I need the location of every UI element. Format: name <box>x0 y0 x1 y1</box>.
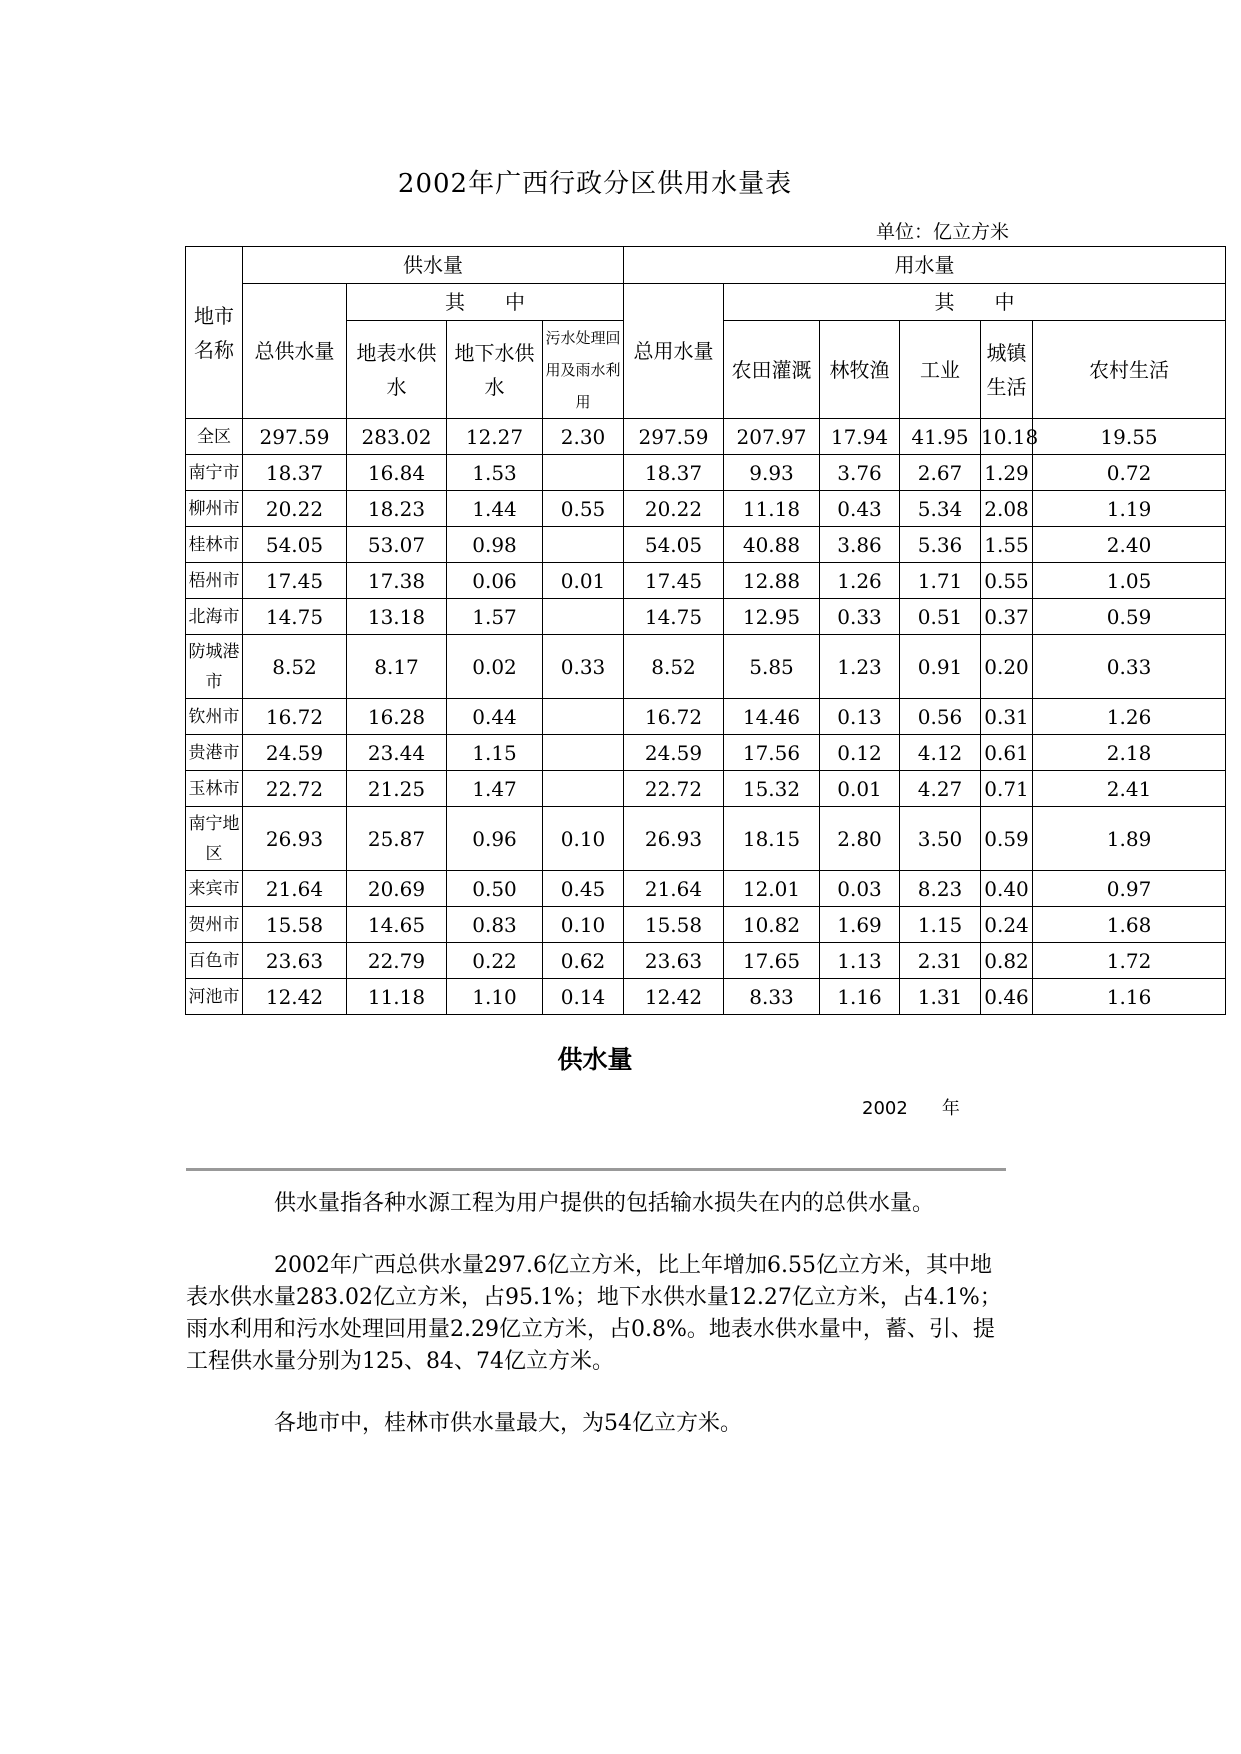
reuse-cell: 0.01 <box>543 563 624 599</box>
water-table <box>185 246 1226 1015</box>
farm-cell: 12.01 <box>724 871 820 907</box>
reuse-cell: 0.62 <box>543 943 624 979</box>
forest-cell: 1.23 <box>820 635 900 699</box>
farm-cell: 12.88 <box>724 563 820 599</box>
ground-cell: 1.10 <box>447 979 543 1015</box>
reuse-cell: 0.55 <box>543 491 624 527</box>
surface-cell: 14.65 <box>347 907 447 943</box>
industry-cell: 41.95 <box>900 419 981 455</box>
table-row <box>186 635 1226 699</box>
forest-cell: 0.13 <box>820 699 900 735</box>
total-use-cell: 24.59 <box>624 735 724 771</box>
total-supply-cell: 15.58 <box>243 907 347 943</box>
paragraph-definition: 供水量指各种水源工程为用户提供的包括输水损失在内的总供水量。 <box>274 1191 935 1216</box>
total-supply-cell: 54.05 <box>243 527 347 563</box>
surface-cell: 283.02 <box>347 419 447 455</box>
ground-cell: 0.44 <box>447 699 543 735</box>
header-region: 地市名称 <box>186 247 243 419</box>
farm-cell: 207.97 <box>724 419 820 455</box>
total-supply-cell: 297.59 <box>243 419 347 455</box>
ground-cell: 0.50 <box>447 871 543 907</box>
surface-cell: 11.18 <box>347 979 447 1015</box>
header-forest: 林牧渔 <box>820 321 900 419</box>
region-cell: 贺州市 <box>186 907 243 943</box>
total-use-cell: 8.52 <box>624 635 724 699</box>
header-urban: 城镇生活 <box>981 321 1033 419</box>
forest-cell: 2.80 <box>820 807 900 871</box>
unit-label: 单位：亿立方米 <box>876 221 1010 243</box>
total-supply-cell: 8.52 <box>243 635 347 699</box>
region-cell: 钦州市 <box>186 699 243 735</box>
total-supply-cell: 17.45 <box>243 563 347 599</box>
ground-cell: 1.47 <box>447 771 543 807</box>
total-use-cell: 17.45 <box>624 563 724 599</box>
region-cell: 玉林市 <box>186 771 243 807</box>
forest-cell: 1.13 <box>820 943 900 979</box>
table-row <box>186 979 1226 1015</box>
surface-cell: 20.69 <box>347 871 447 907</box>
paragraph-summary: 2002年广西总供水量297.6亿立方米，比上年增加6.55亿立方米，其中地表水供水量283.02亿立方米，占95.1%；地下水供水量12.27亿立方米，占4.1%；雨水利用和污水处理回用量2.29亿立方米，占0.8%。地表水供水量中，蓄、引、提工程供水量分别为125、84、74亿立方米。 <box>186 1253 1002 1374</box>
forest-cell: 0.01 <box>820 771 900 807</box>
ground-cell: 1.44 <box>447 491 543 527</box>
ground-cell: 0.06 <box>447 563 543 599</box>
total-supply-cell: 23.63 <box>243 943 347 979</box>
total-use-cell: 22.72 <box>624 771 724 807</box>
header-rural: 农村生活 <box>1033 321 1226 419</box>
surface-cell: 23.44 <box>347 735 447 771</box>
header-use-group: 用水量 <box>624 247 1226 284</box>
farm-cell: 14.46 <box>724 699 820 735</box>
ground-cell: 0.02 <box>447 635 543 699</box>
section-year-suffix: 年 <box>941 1098 960 1119</box>
rural-cell: 1.72 <box>1033 943 1226 979</box>
reuse-cell: 2.30 <box>543 419 624 455</box>
total-use-cell: 18.37 <box>624 455 724 491</box>
surface-cell: 18.23 <box>347 491 447 527</box>
rural-cell: 1.05 <box>1033 563 1226 599</box>
farm-cell: 8.33 <box>724 979 820 1015</box>
region-cell: 柳州市 <box>186 491 243 527</box>
urban-cell: 0.40 <box>981 871 1033 907</box>
forest-cell: 0.03 <box>820 871 900 907</box>
urban-cell: 0.55 <box>981 563 1033 599</box>
reuse-cell: 0.10 <box>543 907 624 943</box>
industry-cell: 5.34 <box>900 491 981 527</box>
region-cell: 南宁地区 <box>186 807 243 871</box>
urban-cell: 0.31 <box>981 699 1033 735</box>
industry-cell: 8.23 <box>900 871 981 907</box>
farm-cell: 11.18 <box>724 491 820 527</box>
total-use-cell: 54.05 <box>624 527 724 563</box>
forest-cell: 0.43 <box>820 491 900 527</box>
reuse-cell: 0.14 <box>543 979 624 1015</box>
surface-cell: 22.79 <box>347 943 447 979</box>
total-supply-cell: 18.37 <box>243 455 347 491</box>
farm-cell: 9.93 <box>724 455 820 491</box>
surface-cell: 16.84 <box>347 455 447 491</box>
horizontal-rule <box>186 1168 1006 1171</box>
header-supply-group: 供水量 <box>243 247 624 284</box>
region-cell: 全区 <box>186 419 243 455</box>
rural-cell: 0.59 <box>1033 599 1226 635</box>
rural-cell: 1.16 <box>1033 979 1226 1015</box>
reuse-cell: 0.10 <box>543 807 624 871</box>
table-row <box>186 599 1226 635</box>
rural-cell: 1.68 <box>1033 907 1226 943</box>
surface-cell: 8.17 <box>347 635 447 699</box>
table-row <box>186 735 1226 771</box>
rural-cell: 2.18 <box>1033 735 1226 771</box>
rural-cell: 2.40 <box>1033 527 1226 563</box>
urban-cell: 0.37 <box>981 599 1033 635</box>
forest-cell: 3.86 <box>820 527 900 563</box>
surface-cell: 17.38 <box>347 563 447 599</box>
industry-cell: 0.91 <box>900 635 981 699</box>
urban-cell: 0.20 <box>981 635 1033 699</box>
farm-cell: 10.82 <box>724 907 820 943</box>
rural-cell: 0.97 <box>1033 871 1226 907</box>
forest-cell: 1.26 <box>820 563 900 599</box>
forest-cell: 0.33 <box>820 599 900 635</box>
ground-cell: 1.15 <box>447 735 543 771</box>
industry-cell: 0.56 <box>900 699 981 735</box>
forest-cell: 1.16 <box>820 979 900 1015</box>
industry-cell: 1.71 <box>900 563 981 599</box>
region-cell: 百色市 <box>186 943 243 979</box>
reuse-cell <box>543 735 624 771</box>
total-use-cell: 12.42 <box>624 979 724 1015</box>
table-row <box>186 563 1226 599</box>
ground-cell: 0.83 <box>447 907 543 943</box>
total-supply-cell: 21.64 <box>243 871 347 907</box>
table-row <box>186 807 1226 871</box>
forest-cell: 17.94 <box>820 419 900 455</box>
total-use-cell: 20.22 <box>624 491 724 527</box>
total-use-cell: 15.58 <box>624 907 724 943</box>
surface-cell: 21.25 <box>347 771 447 807</box>
region-cell: 贵港市 <box>186 735 243 771</box>
header-ground: 地下水供水 <box>447 321 543 419</box>
table-row <box>186 871 1226 907</box>
table-row <box>186 419 1226 455</box>
farm-cell: 5.85 <box>724 635 820 699</box>
region-cell: 河池市 <box>186 979 243 1015</box>
industry-cell: 1.15 <box>900 907 981 943</box>
urban-cell: 1.29 <box>981 455 1033 491</box>
urban-cell: 0.24 <box>981 907 1033 943</box>
total-use-cell: 16.72 <box>624 699 724 735</box>
total-use-cell: 14.75 <box>624 599 724 635</box>
farm-cell: 17.65 <box>724 943 820 979</box>
total-supply-cell: 12.42 <box>243 979 347 1015</box>
rural-cell: 1.26 <box>1033 699 1226 735</box>
total-supply-cell: 24.59 <box>243 735 347 771</box>
table-row <box>186 491 1226 527</box>
industry-cell: 4.27 <box>900 771 981 807</box>
urban-cell: 0.61 <box>981 735 1033 771</box>
rural-cell: 1.89 <box>1033 807 1226 871</box>
industry-cell: 1.31 <box>900 979 981 1015</box>
region-cell: 梧州市 <box>186 563 243 599</box>
table-row <box>186 527 1226 563</box>
header-reuse: 污水处理回用及雨水利用 <box>543 321 624 419</box>
reuse-cell: 0.33 <box>543 635 624 699</box>
header-total-supply: 总供水量 <box>243 284 347 419</box>
rural-cell: 19.55 <box>1033 419 1226 455</box>
section-title: 供水量 <box>557 1045 633 1074</box>
urban-cell: 0.46 <box>981 979 1033 1015</box>
total-supply-cell: 14.75 <box>243 599 347 635</box>
ground-cell: 12.27 <box>447 419 543 455</box>
urban-cell: 10.18 <box>981 419 1033 455</box>
header-surface: 地表水供水 <box>347 321 447 419</box>
total-supply-cell: 22.72 <box>243 771 347 807</box>
region-cell: 来宾市 <box>186 871 243 907</box>
farm-cell: 40.88 <box>724 527 820 563</box>
ground-cell: 1.57 <box>447 599 543 635</box>
urban-cell: 2.08 <box>981 491 1033 527</box>
forest-cell: 1.69 <box>820 907 900 943</box>
region-cell: 南宁市 <box>186 455 243 491</box>
industry-cell: 3.50 <box>900 807 981 871</box>
section-year-value: 2002 <box>862 1098 908 1119</box>
total-use-cell: 21.64 <box>624 871 724 907</box>
forest-cell: 3.76 <box>820 455 900 491</box>
rural-cell: 0.72 <box>1033 455 1226 491</box>
total-use-cell: 26.93 <box>624 807 724 871</box>
table-row <box>186 455 1226 491</box>
reuse-cell <box>543 599 624 635</box>
total-supply-cell: 16.72 <box>243 699 347 735</box>
header-use-of-which: 其 中 <box>724 284 1226 321</box>
urban-cell: 0.71 <box>981 771 1033 807</box>
reuse-cell: 0.45 <box>543 871 624 907</box>
region-cell: 防城港市 <box>186 635 243 699</box>
ground-cell: 0.96 <box>447 807 543 871</box>
reuse-cell <box>543 527 624 563</box>
industry-cell: 0.51 <box>900 599 981 635</box>
urban-cell: 1.55 <box>981 527 1033 563</box>
forest-cell: 0.12 <box>820 735 900 771</box>
surface-cell: 53.07 <box>347 527 447 563</box>
industry-cell: 2.67 <box>900 455 981 491</box>
total-supply-cell: 26.93 <box>243 807 347 871</box>
surface-cell: 13.18 <box>347 599 447 635</box>
surface-cell: 16.28 <box>347 699 447 735</box>
section-year <box>862 1094 960 1120</box>
industry-cell: 2.31 <box>900 943 981 979</box>
rural-cell: 1.19 <box>1033 491 1226 527</box>
surface-cell: 25.87 <box>347 807 447 871</box>
reuse-cell <box>543 455 624 491</box>
header-supply-of-which: 其 中 <box>347 284 624 321</box>
farm-cell: 18.15 <box>724 807 820 871</box>
paragraph-largest: 各地市中，桂林市供水量最大，为54亿立方米。 <box>274 1411 742 1436</box>
page-title: 2002年广西行政分区供用水量表 <box>397 169 793 199</box>
industry-cell: 5.36 <box>900 527 981 563</box>
table-row <box>186 771 1226 807</box>
farm-cell: 17.56 <box>724 735 820 771</box>
rural-cell: 2.41 <box>1033 771 1226 807</box>
table-row <box>186 943 1226 979</box>
header-industry: 工业 <box>900 321 981 419</box>
total-use-cell: 23.63 <box>624 943 724 979</box>
region-cell: 桂林市 <box>186 527 243 563</box>
total-use-cell: 297.59 <box>624 419 724 455</box>
header-farm: 农田灌溉 <box>724 321 820 419</box>
urban-cell: 0.82 <box>981 943 1033 979</box>
ground-cell: 0.22 <box>447 943 543 979</box>
ground-cell: 1.53 <box>447 455 543 491</box>
reuse-cell <box>543 699 624 735</box>
industry-cell: 4.12 <box>900 735 981 771</box>
table-row <box>186 907 1226 943</box>
urban-cell: 0.59 <box>981 807 1033 871</box>
farm-cell: 15.32 <box>724 771 820 807</box>
total-supply-cell: 20.22 <box>243 491 347 527</box>
region-cell: 北海市 <box>186 599 243 635</box>
ground-cell: 0.98 <box>447 527 543 563</box>
header-total-use: 总用水量 <box>624 284 724 419</box>
table-row <box>186 699 1226 735</box>
rural-cell: 0.33 <box>1033 635 1226 699</box>
reuse-cell <box>543 771 624 807</box>
farm-cell: 12.95 <box>724 599 820 635</box>
